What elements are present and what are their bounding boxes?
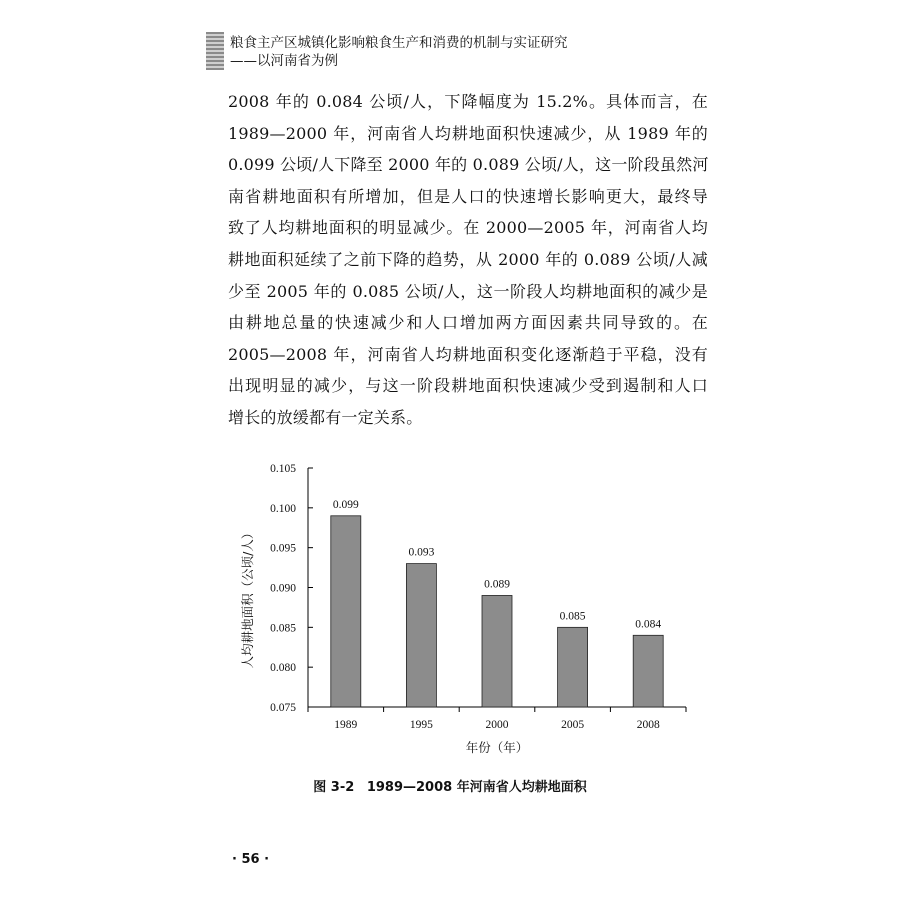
bar-chart xyxy=(230,458,700,768)
header-subtitle: ——以河南省为例 xyxy=(230,53,338,69)
y-tick-label: 0.095 xyxy=(270,542,296,555)
x-axis-title: 年份（年） xyxy=(465,740,529,755)
x-tick-label: 1989 xyxy=(334,719,358,731)
data-label: 0.084 xyxy=(635,618,662,631)
body-line: 由耕地总量的快速减少和人口增加两方面因素共同导致的。在 xyxy=(228,313,708,333)
x-tick-label: 2000 xyxy=(485,719,509,731)
body-line: 耕地面积延续了之前下降的趋势，从 2000 年的 0.089 公顷/人减 xyxy=(228,249,708,269)
header-decoration xyxy=(206,32,224,70)
y-tick-label: 0.080 xyxy=(270,662,296,675)
figure-caption xyxy=(0,776,900,795)
y-axis-title: 人均耕地面积（公顷/人） xyxy=(240,526,255,669)
header-title: 粮食主产区城镇化影响粮食生产和消费的机制与实证研究 xyxy=(230,35,568,51)
x-tick-label: 2008 xyxy=(636,719,660,731)
figure-number: 图 3-2 xyxy=(313,780,355,795)
bar xyxy=(482,595,512,707)
figure-title: 1989—2008 年河南省人均耕地面积 xyxy=(366,780,587,795)
body-line: 2008 年的 0.084 公顷/人，下降幅度为 15.2%。具体而言，在 xyxy=(228,92,708,111)
body-line: 0.099 公顷/人下降至 2000 年的 0.089 公顷/人，这一阶段虽然河 xyxy=(228,155,709,175)
body-line: 2005—2008 年，河南省人均耕地面积变化逐渐趋于平稳，没有 xyxy=(228,344,708,364)
data-label: 0.085 xyxy=(559,610,586,623)
x-tick-label: 2005 xyxy=(561,719,585,731)
y-tick-label: 0.075 xyxy=(270,702,296,714)
running-header xyxy=(206,30,706,74)
page-number: · 56 · xyxy=(232,852,270,867)
y-tick-label: 0.090 xyxy=(270,582,296,595)
y-tick-label: 0.085 xyxy=(270,622,296,635)
body-line: 致了人均耕地面积的明显减少。在 2000—2005 年，河南省人均 xyxy=(228,218,708,238)
y-tick-label: 0.100 xyxy=(270,502,296,515)
bar xyxy=(558,627,588,707)
body-line: 1989—2000 年，河南省人均耕地面积快速减少，从 1989 年的 xyxy=(228,123,708,143)
body-line: 少至 2005 年的 0.085 公顷/人，这一阶段人均耕地面积的减少是 xyxy=(228,281,708,301)
body-line: 增长的放缓都有一定关系。 xyxy=(228,407,423,427)
data-label: 0.089 xyxy=(484,578,510,591)
y-tick-label: 0.105 xyxy=(270,463,296,475)
data-label: 0.093 xyxy=(408,546,435,559)
body-paragraph xyxy=(228,86,708,434)
data-label: 0.099 xyxy=(332,498,359,511)
body-line: 出现明显的减少，与这一阶段耕地面积快速减少受到遏制和人口 xyxy=(228,376,708,396)
x-tick-label: 1995 xyxy=(409,719,433,731)
bar xyxy=(633,635,663,707)
bar xyxy=(406,564,436,707)
bar xyxy=(331,516,361,707)
body-line: 南省耕地面积有所增加，但是人口的快速增长影响更大，最终导 xyxy=(228,186,708,206)
